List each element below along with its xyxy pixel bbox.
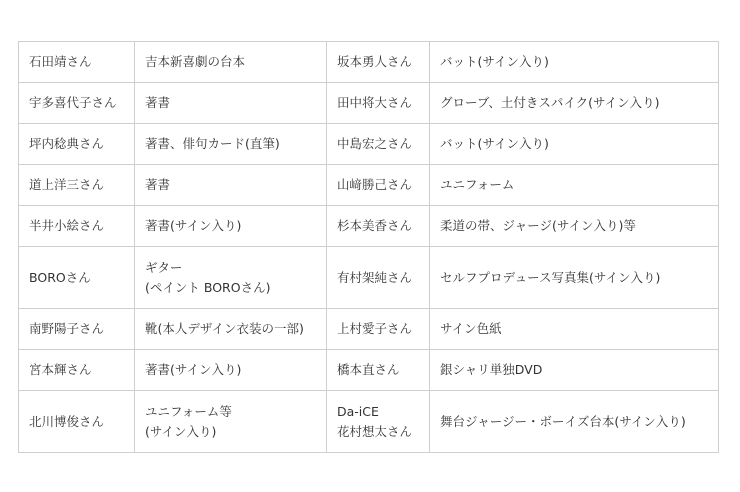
item-line: 靴(本人デザイン衣装の一部) (145, 321, 304, 336)
item-line: 著書(サイン入り) (145, 362, 242, 377)
donated-item-cell: ユニフォーム (430, 165, 719, 206)
donor-name-cell (327, 165, 430, 206)
donor-name-cell: 北川博俊さん (19, 391, 135, 453)
donated-item-cell (135, 350, 327, 391)
item-line: (サイン入り) (145, 423, 217, 439)
donor-name-cell: 石田靖さん (19, 42, 135, 83)
item-line: 吉本新喜劇の台本 (145, 54, 246, 69)
donor-name-cell (327, 206, 430, 247)
name-line: 橋本直さん (337, 362, 400, 377)
table-row (19, 83, 719, 124)
table-row (19, 309, 719, 350)
donated-item-cell: バット(サイン入り) (430, 42, 719, 83)
donation-table (18, 41, 719, 453)
donor-name-cell: 宇多喜代子さん (19, 83, 135, 124)
donor-name-cell: BOROさん (19, 247, 135, 309)
table-row (19, 42, 719, 83)
name-line: 田中将大さん (337, 95, 413, 110)
item-line: ギター (145, 259, 183, 275)
item-line: ユニフォーム等 (145, 403, 232, 419)
name-line: 上村愛子さん (337, 321, 413, 336)
donated-item-cell (135, 247, 327, 309)
item-line: 著書 (145, 177, 171, 192)
name-line: 山﨑勝己さん (337, 177, 413, 192)
name-line: 有村架純さん (337, 269, 413, 285)
donated-item-cell: 舞台ジャージー・ボーイズ台本(サイン入り) (430, 391, 719, 453)
table-row (19, 391, 719, 453)
donor-name-cell: 宮本輝さん (19, 350, 135, 391)
donated-item-cell: グローブ、土付きスパイク(サイン入り) (430, 83, 719, 124)
donor-name-cell (327, 350, 430, 391)
item-line: 著書、俳句カード(直筆) (145, 136, 280, 151)
donor-name-cell (327, 124, 430, 165)
name-line: Da-iCE (337, 403, 379, 419)
name-line: 中島宏之さん (337, 136, 413, 151)
item-line: (ペイント BOROさん) (145, 279, 271, 295)
donated-item-cell: サイン色紙 (430, 309, 719, 350)
table-row (19, 206, 719, 247)
table-row (19, 124, 719, 165)
table-row (19, 350, 719, 391)
donated-item-cell (135, 42, 327, 83)
donor-name-cell (327, 42, 430, 83)
donated-item-cell (135, 124, 327, 165)
donor-name-cell (327, 247, 430, 309)
donated-item-cell: セルフプロデュース写真集(サイン入り) (430, 247, 719, 309)
donated-item-cell: 柔道の帯、ジャージ(サイン入り)等 (430, 206, 719, 247)
item-line: 著書(サイン入り) (145, 218, 242, 233)
donated-item-cell (135, 83, 327, 124)
donated-item-cell (135, 165, 327, 206)
donated-item-cell (135, 391, 327, 453)
name-line: 杉本美香さん (337, 218, 413, 233)
donor-name-cell (327, 309, 430, 350)
table-row (19, 247, 719, 309)
donor-name-cell: 坪内稔典さん (19, 124, 135, 165)
donated-item-cell: 銀シャリ単独DVD (430, 350, 719, 391)
donor-name-cell (327, 83, 430, 124)
table-row (19, 165, 719, 206)
name-line: 坂本勇人さん (337, 54, 413, 69)
donor-name-cell (327, 391, 430, 453)
donated-item-cell (135, 206, 327, 247)
donor-name-cell: 半井小絵さん (19, 206, 135, 247)
donated-item-cell (135, 309, 327, 350)
donor-name-cell: 南野陽子さん (19, 309, 135, 350)
item-line: 著書 (145, 95, 171, 110)
name-line: 花村想太さん (337, 423, 413, 439)
donor-name-cell: 道上洋三さん (19, 165, 135, 206)
donated-item-cell: バット(サイン入り) (430, 124, 719, 165)
donation-table-container (18, 41, 718, 453)
